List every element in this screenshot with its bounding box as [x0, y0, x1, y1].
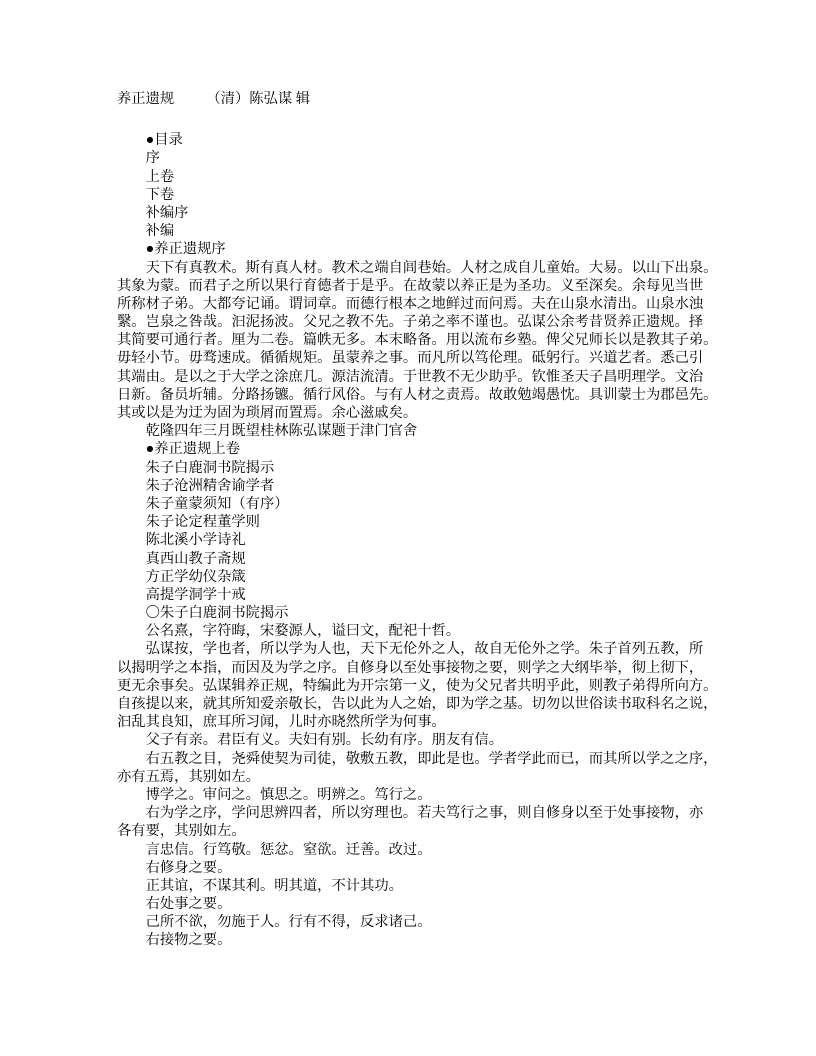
text-line: 陈北溪小学诗礼 — [117, 532, 246, 549]
text-line: 朱子童蒙须知（有序） — [117, 495, 289, 512]
text-line: 汩乱其良知，庶耳所习闻，儿时亦晓然所学为何事。 — [117, 714, 446, 731]
text-line: 右五教之目，尧舜使契为司徒，敬敷五教，即此是也。学者学此而已，而其所以学之之序， — [117, 750, 718, 767]
text-line: 序 — [117, 150, 160, 167]
title-spacer — [117, 108, 737, 131]
text-line: 其或以是为迂为固为琐屑而置焉。余心滋戚矣。 — [117, 405, 418, 421]
text-line: 朱子白鹿洞书院揭示 — [117, 459, 275, 476]
document-content — [117, 90, 737, 950]
text-line: 自孩提以来，就其所知爱亲敬长，告以此为人之始，即为学之基。切勿以世俗读书取科名之说， — [117, 696, 718, 712]
text-line: 更无余事矣。弘谋辑养正规，特编此为开宗第一义，使为父兄者共明乎此，则教子弟得所向方。 — [117, 677, 718, 694]
text-line: 其象为蒙。而君子之所以果行育德者于是乎。在故蒙以养正是为圣功。义至深矣。余每见当世 — [117, 277, 704, 294]
text-line: 朱子论定程董学则 — [117, 514, 260, 531]
text-line: 右修身之要。 — [117, 859, 232, 876]
document-title: 养正遗规 （清）陈弘谋 辑 — [117, 91, 311, 107]
text-line: 公名熹，字符晦，宋婺源人，谥曰文，配祀十哲。 — [117, 623, 461, 640]
text-line: 父子有亲。君臣有义。夫妇有别。长幼有序。朋友有信。 — [117, 732, 504, 749]
text-line: 弘谋按，学也者，所以学为人也，天下无伦外之人，故自无伦外之学。朱子首列五教，所 — [117, 641, 704, 658]
text-line: ●目录 — [117, 132, 183, 149]
text-line: 其简要可通行者。厘为二卷。篇帙无多。本末略备。用以流布乡塾。俾父兄师长以是教其子弟。 — [117, 332, 718, 349]
text-line: ●养正遗规序 — [117, 241, 226, 258]
text-line: 补编序 — [117, 204, 189, 221]
text-line: 天下有真教术。斯有真人材。教术之端自闾巷始。人材之成自儿童始。大易。以山下出泉。 — [117, 259, 718, 276]
text-line: 补编 — [117, 223, 175, 240]
text-line: 毋轻小节。毋骛速成。循循规矩。虽蒙养之事。而凡所以笃伦理。砥躬行。兴道艺者。悉己引 — [117, 350, 704, 367]
text-line: 方正学幼仪杂箴 — [117, 568, 246, 585]
text-line: 真西山教子斋规 — [117, 550, 246, 567]
text-line: 右接物之要。 — [117, 932, 232, 949]
text-line: 所称材子弟。大都夸记诵。谓词章。而德行根本之地鲜过而问焉。夫在山泉水清出。山泉水浊 — [117, 295, 704, 312]
text-line: 博学之。审问之。慎思之。明辨之。笃行之。 — [117, 786, 432, 803]
text-line: 〇朱子白鹿洞书院揭示 — [117, 605, 289, 622]
text-line: 朱子沧洲精舍谕学者 — [117, 477, 275, 494]
text-line: 日新。备员圻辅。分路扬镳。循行风俗。与有人材之责焉。故敢勉竭愚忱。具训蒙士为郡邑先。 — [117, 386, 718, 403]
text-line: 上卷 — [117, 168, 175, 185]
text-line: 繄。岂泉之咎哉。汩泥扬波。父兄之教不先。子弟之率不谨也。弘谋公余考昔贤养正遗规。择 — [117, 314, 704, 331]
text-line: 右为学之序，学问思辨四者，所以穷理也。若夫笃行之事，则自修身以至于处事接物，亦 — [117, 805, 704, 822]
text-line: 高提学洞学十戒 — [117, 586, 246, 603]
text-line: 乾隆四年三月既望桂林陈弘谋题于津门官舍 — [117, 423, 418, 440]
text-line: 其端由。是以之于大学之涂庶几。源洁流清。于世教不无少助乎。钦惟圣天子昌明理学。文治 — [117, 368, 704, 385]
text-line: 以揭明学之本指，而因及为学之序。自修身以至处事接物之要，则学之大纲毕举，彻上彻下， — [117, 659, 704, 676]
text-line: 亦有五焉，其别如左。 — [117, 768, 260, 785]
text-line: 下卷 — [117, 186, 175, 203]
text-line: 己所不欲，勿施于人。行有不得，反求诸己。 — [117, 914, 432, 931]
text-line: 各有要，其别如左。 — [117, 823, 246, 840]
text-line: 正其谊，不谋其利。明其道，不计其功。 — [117, 877, 403, 894]
text-line: ●养正遗规上卷 — [117, 441, 241, 458]
text-line: 言忠信。行笃敬。惩忿。窒欲。迁善。改过。 — [117, 841, 432, 858]
document-body — [117, 131, 737, 949]
text-line: 右处事之要。 — [117, 896, 232, 913]
